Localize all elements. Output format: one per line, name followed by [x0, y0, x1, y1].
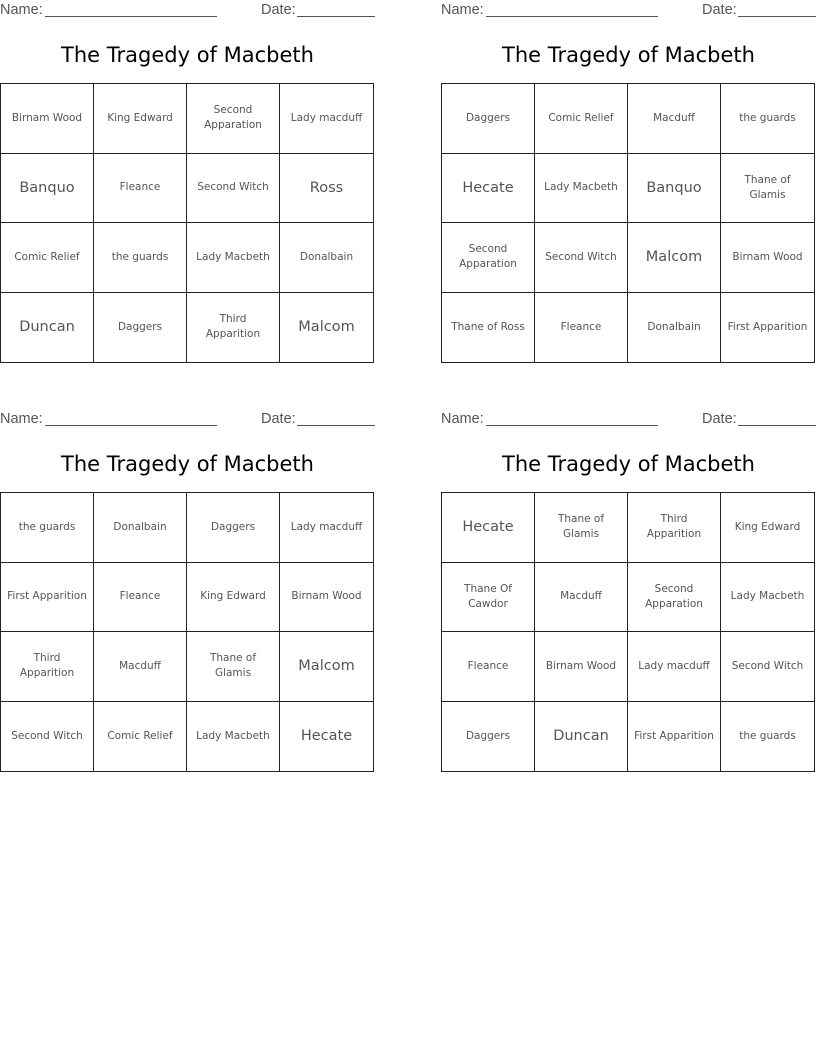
name-date-row [441, 411, 816, 429]
card-title: The Tragedy of Macbeth [61, 43, 314, 67]
bingo-card-4 [441, 409, 816, 769]
bingo-cell: First Apparition [1, 563, 94, 633]
bingo-cell: Comic Relief [94, 702, 187, 772]
bingo-cell: Thane Of Cawdor [442, 563, 535, 633]
bingo-cell: Fleance [442, 632, 535, 702]
bingo-cell: Second Apparation [628, 563, 721, 633]
bingo-cell: Birnam Wood [1, 84, 94, 154]
bingo-grid [441, 83, 815, 363]
bingo-cell: Birnam Wood [721, 223, 814, 293]
bingo-cell: Hecate [442, 154, 535, 224]
bingo-cell: the guards [721, 84, 814, 154]
card-title: The Tragedy of Macbeth [502, 452, 755, 476]
bingo-cell: Birnam Wood [280, 563, 373, 633]
bingo-cell: Fleance [94, 563, 187, 633]
bingo-cell: Banquo [1, 154, 94, 224]
bingo-cell: Thane of Glamis [187, 632, 280, 702]
bingo-cell: Hecate [300, 728, 353, 745]
bingo-cell: Lady Macbeth [535, 154, 628, 224]
bingo-cell: Comic Relief [1, 223, 94, 293]
card-title: The Tragedy of Macbeth [61, 452, 314, 476]
bingo-cell: Daggers [94, 293, 187, 363]
bingo-cell: Second Apparation [187, 84, 280, 154]
date-blank-line [297, 16, 375, 17]
bingo-cell: Second Witch [535, 223, 628, 293]
bingo-cell: Donalbain [628, 293, 721, 363]
date-label: Date: [261, 2, 296, 18]
bingo-grid [441, 492, 815, 772]
bingo-cell: Hecate [442, 493, 535, 563]
bingo-card-3 [0, 409, 375, 769]
bingo-cell: Lady macduff [280, 84, 373, 154]
bingo-cell: Second Witch [721, 632, 814, 702]
bingo-cell: Banquo [628, 154, 721, 224]
name-label: Name: [0, 411, 43, 427]
bingo-cell: King Edward [187, 563, 280, 633]
name-blank-line [45, 425, 217, 426]
bingo-card-2 [441, 0, 816, 360]
bingo-grid [0, 83, 374, 363]
bingo-card-1 [0, 0, 375, 360]
bingo-cell: First Apparition [727, 320, 808, 333]
bingo-cell: Third Apparition [1, 632, 94, 702]
bingo-cell: Lady Macbeth [721, 563, 814, 633]
bingo-cell: Thane of Ross [442, 293, 535, 363]
name-label: Name: [441, 411, 484, 427]
bingo-cell: Daggers [442, 702, 535, 772]
bingo-cell: Thane of Glamis [721, 154, 814, 224]
bingo-cell: Lady Macbeth [187, 702, 280, 772]
date-label: Date: [702, 2, 737, 18]
bingo-cell: Comic Relief [535, 84, 628, 154]
bingo-cell: Lady Macbeth [187, 223, 280, 293]
bingo-cell: Donalbain [280, 223, 373, 293]
bingo-cell: Lady macduff [280, 493, 373, 563]
date-blank-line [738, 425, 816, 426]
bingo-cell: Daggers [187, 493, 280, 563]
name-blank-line [486, 16, 658, 17]
name-label: Name: [0, 2, 43, 18]
bingo-cell: the guards [94, 223, 187, 293]
bingo-cell: Fleance [535, 293, 628, 363]
name-blank-line [45, 16, 217, 17]
bingo-cell: Thane of Glamis [535, 493, 628, 563]
date-blank-line [297, 425, 375, 426]
bingo-cell: Donalbain [94, 493, 187, 563]
name-blank-line [486, 425, 658, 426]
name-date-row [0, 2, 375, 20]
bingo-cell: Third Apparition [187, 293, 280, 363]
bingo-cell: Second Apparation [442, 223, 535, 293]
bingo-cell: Duncan [1, 293, 94, 363]
bingo-cell: Macduff [94, 632, 187, 702]
bingo-cell: Malcom [280, 632, 373, 702]
date-label: Date: [261, 411, 296, 427]
bingo-cell: Malcom [628, 223, 721, 293]
bingo-cell: Duncan [535, 702, 628, 772]
bingo-cell: Second Witch [187, 154, 280, 224]
bingo-cell: Ross [280, 154, 373, 224]
card-title: The Tragedy of Macbeth [502, 43, 755, 67]
name-label: Name: [441, 2, 484, 18]
bingo-cell: Macduff [535, 563, 628, 633]
bingo-cell: Birnam Wood [535, 632, 628, 702]
name-date-row [441, 2, 816, 20]
date-blank-line [738, 16, 816, 17]
bingo-cell: Lady macduff [628, 632, 721, 702]
bingo-cell: First Apparition [628, 702, 721, 772]
bingo-cell: Fleance [94, 154, 187, 224]
bingo-cell: Macduff [628, 84, 721, 154]
bingo-cell: the guards [1, 493, 94, 563]
bingo-cell: Malcom [298, 319, 355, 336]
date-label: Date: [702, 411, 737, 427]
bingo-cell: Daggers [442, 84, 535, 154]
bingo-cell: Third Apparition [628, 493, 721, 563]
bingo-cell: Second Witch [1, 702, 94, 772]
bingo-cell: King Edward [94, 84, 187, 154]
bingo-grid [0, 492, 374, 772]
bingo-cell: King Edward [721, 493, 814, 563]
bingo-cell: the guards [739, 729, 796, 742]
name-date-row [0, 411, 375, 429]
